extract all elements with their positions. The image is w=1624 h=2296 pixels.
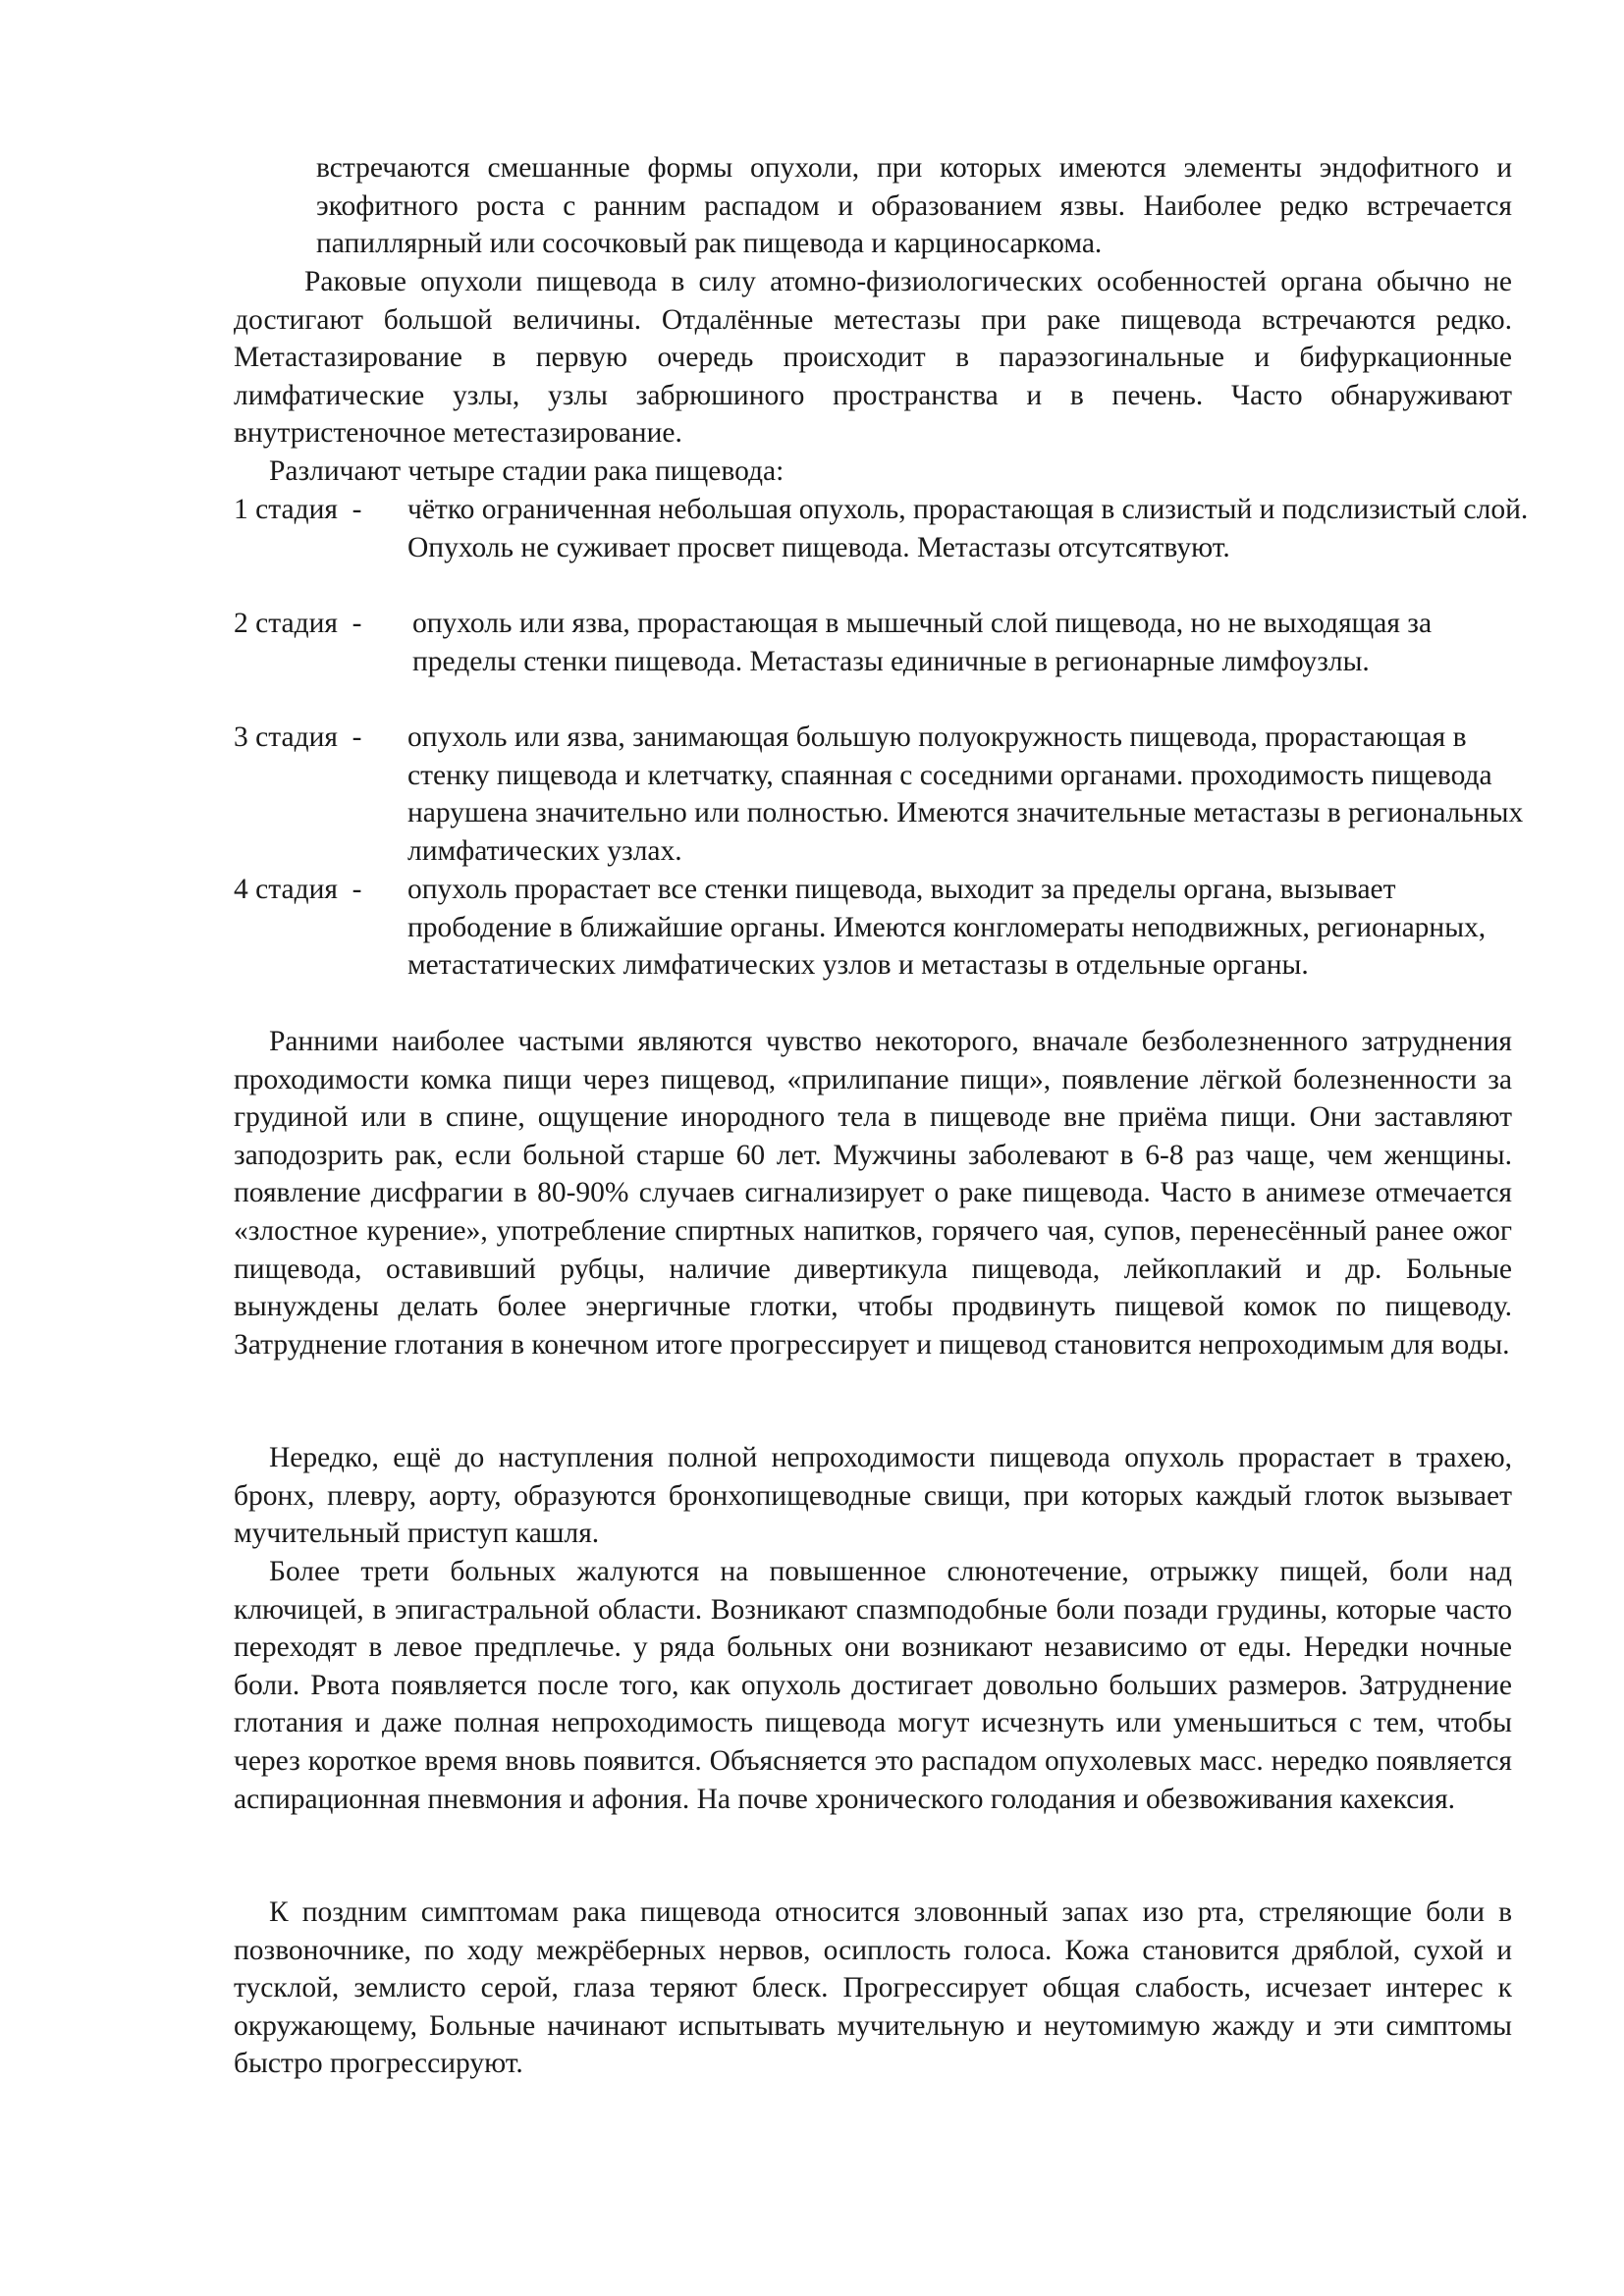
stage-label: 3 стадия -: [234, 721, 362, 753]
stage-text: чётко ограниченная небольшая опухоль, прорастающая в слизистый и подслизистый слой. Опухоль не суживает просвет пищевода. Метастазы отсутсятвуют.: [407, 494, 1529, 563]
fistula-paragraph: Нередко, ещё до наступления полной непроходимости пищевода опухоль прорастает в трахею, бронх, плевру, аорту, образуются бронхопищеводные свищи, при которых каждый глоток вызывает мучительный приступ кашля.: [234, 1442, 1512, 1550]
stage-text: опухоль или язва, прорастающая в мышечный слой пищевода, но не выходящая за пределы стенки пищевода. Метастазы единичные в регионарные лимфоузлы.: [412, 608, 1433, 677]
stage-label: 1 стадия -: [234, 494, 362, 525]
late-symptoms-paragraph: К поздним симптомам рака пищевода относится зловонный запах изо рта, стреляющие боли в позвоночнике, по ходу межрёберных нервов, осиплость голоса. Кожа становится дряблой, сухой и тусклой, землисто серой, глаза теряют блеск. Прогрессирует общая слабость, исчезает интерес к окружающему, Больные начинают испытывать мучительную и неутомимую жажду и эти симптомы быстро прогрессируют.: [234, 1896, 1512, 2080]
stage-label: 2 стадия -: [234, 608, 362, 639]
intro-paragraph: встречаются смешанные формы опухоли, при которых имеются элементы эндофитного и экофитного роста с ранним распадом и образованием язвы. Наиболее редко встречается папиллярный или сосочковый рак пищевода и карциносаркома.: [316, 152, 1512, 260]
stage-label: 4 стадия -: [234, 874, 362, 905]
early-symptoms-paragraph: Ранними наиболее частыми являются чувство некоторого, вначале безболезненного затруднения проходимости комка пищи через пищевод, «прилипание пищи», появление лёгкой болезненности за грудиной или в спине, ощущение инородного тела в пищеводе вне приёма пищи. Они заставляют заподозрить рак, если больной старше 60 лет. Мужчины заболевают в 6-8 раз чаще, чем женщины. появление дисфрагии в 80-90% случаев сигнализирует о раке пищевода. Часто в анимезе отмечается «злостное курение», употребление спиртных напитков, горячего чая, супов, перенесённый ранее ожог пищевода, оставивший рубцы, наличие дивертикула пищевода, лейкоплакий и др. Больные вынуждены делать более энергичные глотки, чтобы продвинуть пищевой комок по пищеводу. Затруднение глотания в конечном итоге прогрессирует и пищевод становится непроходимым для воды.: [234, 1026, 1512, 1361]
stage-text: опухоль прорастает все стенки пищевода, выходит за пределы органа, вызывает прободение в ближайшие органы. Имеются конгломераты неподвижных, регионарных, метастатических лимфатических узлов и метастазы в отдельные органы.: [407, 874, 1487, 982]
pain-paragraph: Более трети больных жалуются на повышенное слюнотечение, отрыжку пищей, боли над ключицей, в эпигастральной области. Возникают спазмподобные боли позади грудины, которые часто переходят в левое предплечье. у ряда больных они возникают независимо от еды. Нередки ночные боли. Рвота появляется после того, как опухоль достигает довольно больших размеров. Затруднение глотания и даже полная непроходимость пищевода могут исчезнуть или уменьшиться с тем, чтобы через короткое время вновь появится. Объясняется это распадом опухолевых масс. нередко появляется аспирационная пневмония и афония. На почве хронического голодания и обезвоживания кахексия.: [234, 1556, 1512, 1815]
metastasis-paragraph: Раковые опухоли пищевода в силу атомно-физиологических особенностей органа обычно не достигают большой величины. Отдалённые метестазы при раке пищевода встречаются редко. Метастазирование в первую очередь происходит в параэзогинальные и бифуркационные лимфатические узлы, узлы забрюшиного пространства и в печень. Часто обнаруживают внутристеночное метестазирование.: [234, 266, 1512, 450]
stage-text: опухоль или язва, занимающая большую полуокружность пищевода, прорастающая в стенку пищевода и клетчатку, спаянная с соседними органами. проходимость пищевода нарушена значительно или полностью. Имеются значительные метастазы в региональных лимфатических узлах.: [407, 721, 1524, 867]
stages-heading: Различают четыре стадии рака пищевода:: [269, 455, 785, 487]
